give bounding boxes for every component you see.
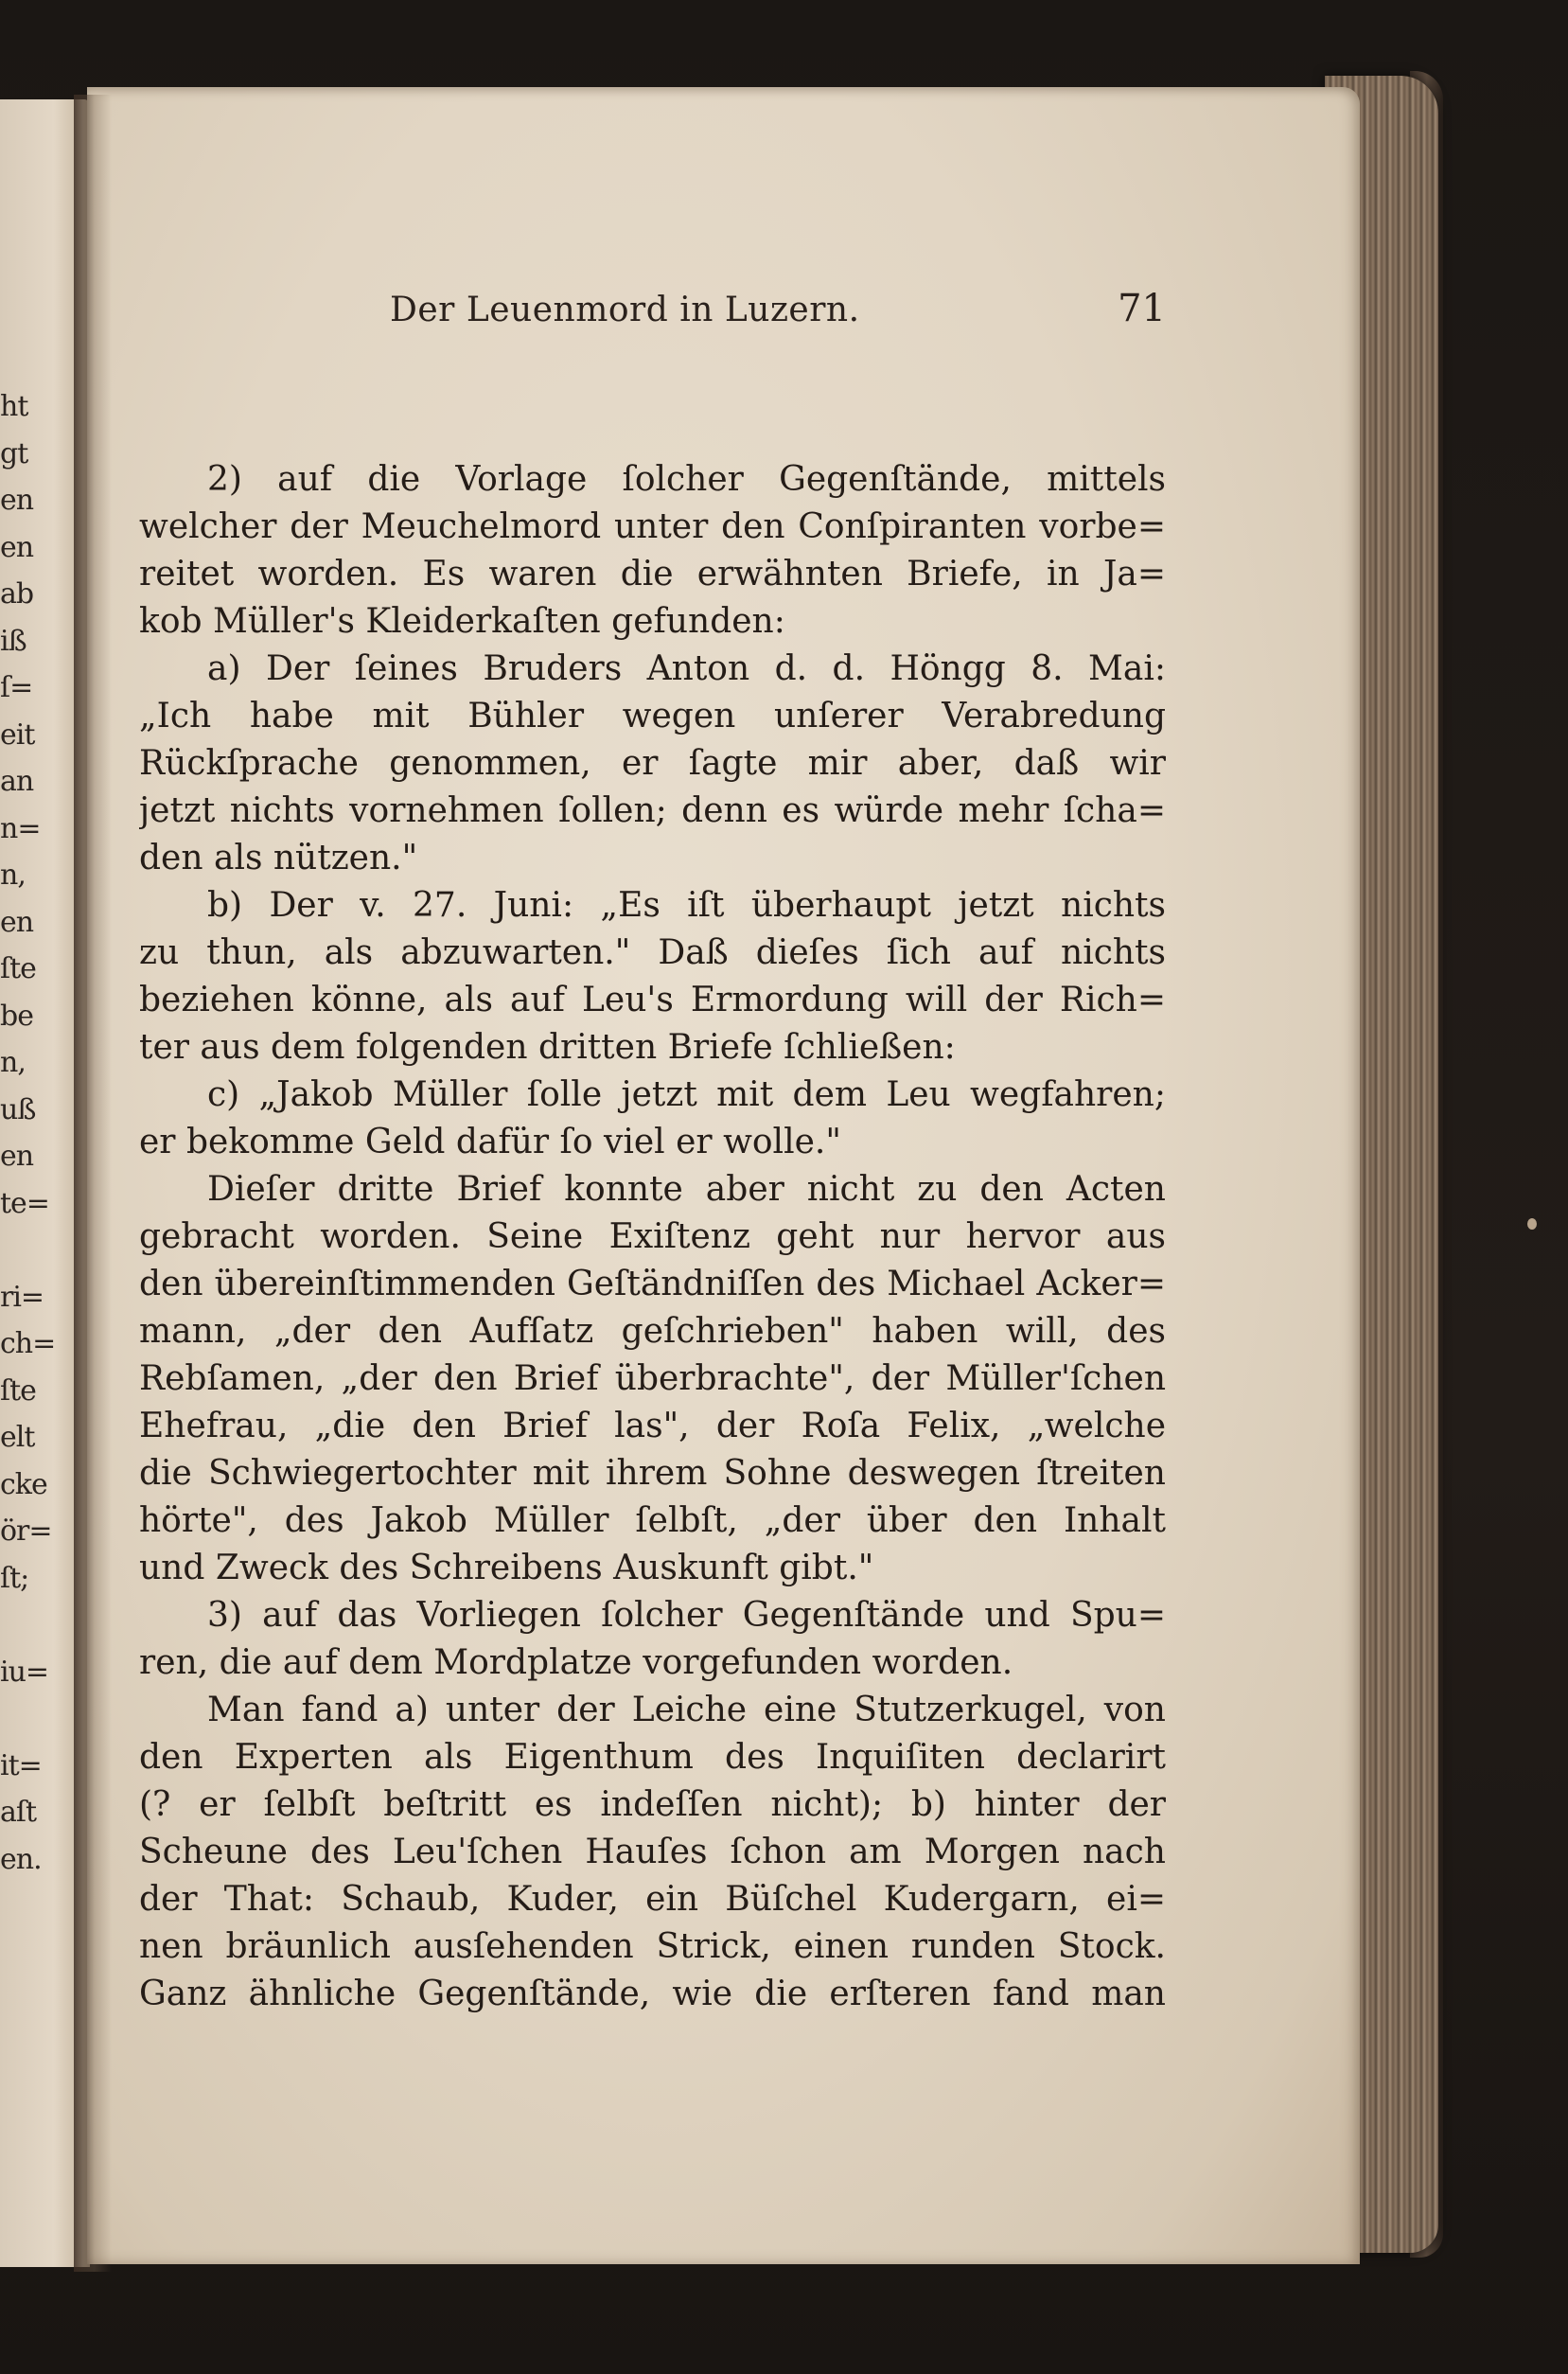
text-line: mann, „der den Aufſatz geſchrieben" haben will, des <box>139 1312 1166 1351</box>
previous-page-fragment: it= <box>0 1748 42 1782</box>
previous-page-fragment: ör= <box>0 1515 52 1548</box>
previous-page-fragment: ab <box>0 577 34 611</box>
previous-page-fragment: an <box>0 765 34 798</box>
text-line: a) Der ſeines Bruders Anton d. d. Höngg 8. Mai: <box>207 649 1166 688</box>
previous-page-fragment: te= <box>0 1186 49 1220</box>
text-line: 2) auf die Vorlage ſolcher Gegenſtände, mittels <box>207 460 1166 499</box>
text-line: zu thun, als abzuwarten." Daß dieſes ſich auf nichts <box>139 933 1166 972</box>
text-line: ren, die auf dem Mordplatze vorgefunden worden. <box>139 1643 1013 1682</box>
previous-page-fragment: ri= <box>0 1280 44 1314</box>
text-line: welcher der Meuchelmord unter den Conſpiranten vorbe= <box>139 507 1166 546</box>
page-number: 71 <box>1118 287 1166 330</box>
text-line: gebracht worden. Seine Exiſtenz geht nur hervor aus <box>139 1217 1166 1256</box>
text-line: hörte", des Jakob Müller ſelbſt, „der über den Inhalt <box>139 1501 1166 1540</box>
previous-page-fragment: be <box>0 999 33 1033</box>
previous-page-text-fragments <box>0 383 56 1883</box>
text-line: und Zweck des Schreibens Auskunft gibt." <box>139 1549 874 1587</box>
previous-page-fragment: gt <box>0 436 28 470</box>
previous-page-fragment: ſ= <box>0 671 33 704</box>
previous-page-fragment: n, <box>0 1046 26 1079</box>
text-line: (? er ſelbſt beſtritt es indeſſen nicht); b) hinter der <box>139 1785 1166 1824</box>
text-line: Dieſer dritte Brief konnte aber nicht zu den Acten <box>207 1170 1166 1209</box>
previous-page-fragment: ſte <box>0 952 36 985</box>
page-gutter-shadow <box>74 95 112 2272</box>
text-line: den als nützen." <box>139 839 418 877</box>
text-line: b) Der v. 27. Juni: „Es iſt überhaupt jetzt nichts <box>207 886 1166 925</box>
text-line: Ehefrau, „die den Brief las", der Roſa Felix, „welche <box>139 1407 1166 1445</box>
body-text <box>139 456 1166 2018</box>
text-line: Scheune des Leu'ſchen Hauſes ſchon am Morgen nach <box>139 1833 1166 1871</box>
text-line: Rebſamen, „der den Brief überbrachte", der Müller'ſchen <box>139 1359 1166 1398</box>
previous-page-fragment: en <box>0 484 34 517</box>
text-line: jetzt nichts vornehmen ſollen; denn es würde mehr ſcha= <box>139 791 1166 830</box>
text-line: die Schwiegertochter mit ihrem Sohne deswegen ſtreiten <box>139 1454 1166 1493</box>
previous-page-fragment: iu= <box>0 1655 49 1689</box>
previous-page-fragment: en. <box>0 1842 42 1876</box>
previous-page-fragment: n, <box>0 859 26 892</box>
previous-page-fragment: iß <box>0 624 26 658</box>
text-line: der That: Schaub, Kuder, ein Büſchel Kudergarn, ei= <box>139 1880 1166 1919</box>
previous-page-fragment: elt <box>0 1421 35 1454</box>
previous-page-fragment <box>0 1695 38 1743</box>
text-line: beziehen könne, als auf Leu's Ermordung will der Rich= <box>139 981 1166 1019</box>
previous-page-fragment: eit <box>0 718 35 752</box>
previous-page-fragment <box>0 1227 38 1274</box>
text-line: nen bräunlich ausſehenden Strick, einen runden Stock. <box>139 1927 1166 1966</box>
previous-page-fragment: ch= <box>0 1327 56 1360</box>
previous-page-fragment: en <box>0 905 34 939</box>
text-line: Rückſprache genommen, er ſagte mir aber, daß wir <box>139 744 1166 783</box>
previous-page-fragment: aſt <box>0 1796 37 1829</box>
text-line: kob Müller's Kleiderkaſten gefunden: <box>139 602 785 641</box>
text-line: 3) auf das Vorliegen ſolcher Gegenſtände und Spu= <box>207 1596 1166 1635</box>
previous-page-fragment: n= <box>0 811 41 845</box>
previous-page-fragment: uß <box>0 1092 36 1126</box>
previous-page-fragment: en <box>0 1140 34 1173</box>
text-line: c) „Jakob Müller ſolle jetzt mit dem Leu wegfahren; <box>207 1075 1166 1114</box>
previous-page-fragment <box>0 1602 38 1649</box>
current-page <box>87 87 1360 2264</box>
previous-page-fragment: cke <box>0 1467 47 1501</box>
previous-page-fragment: ſt; <box>0 1561 29 1595</box>
previous-page-fragment: ſte <box>0 1373 36 1408</box>
text-line: reitet worden. Es waren die erwähnten Briefe, in Ja= <box>139 555 1166 594</box>
running-title: Der Leuenmord in Luzern. <box>390 291 860 329</box>
text-line: er bekomme Geld dafür ſo viel er wolle." <box>139 1123 841 1161</box>
text-line: den Experten als Eigenthum des Inquiſiten declarirt <box>139 1738 1166 1777</box>
text-line: Ganz ähnliche Gegenſtände, wie die erſteren fand man <box>139 1975 1166 2013</box>
text-line: Man fand a) unter der Leiche eine Stutzerkugel, von <box>207 1691 1166 1729</box>
page-header <box>390 287 1166 347</box>
previous-page-fragment: en <box>0 530 34 564</box>
text-line: den übereinſtimmenden Geſtändniſſen des Michael Acker= <box>139 1265 1166 1303</box>
text-line: ter aus dem folgenden dritten Briefe ſchließen: <box>139 1028 956 1067</box>
paper-speck <box>1527 1218 1537 1230</box>
previous-page-fragment: ht <box>0 390 28 423</box>
text-line: „Ich habe mit Bühler wegen unſerer Verabredung <box>139 697 1166 735</box>
